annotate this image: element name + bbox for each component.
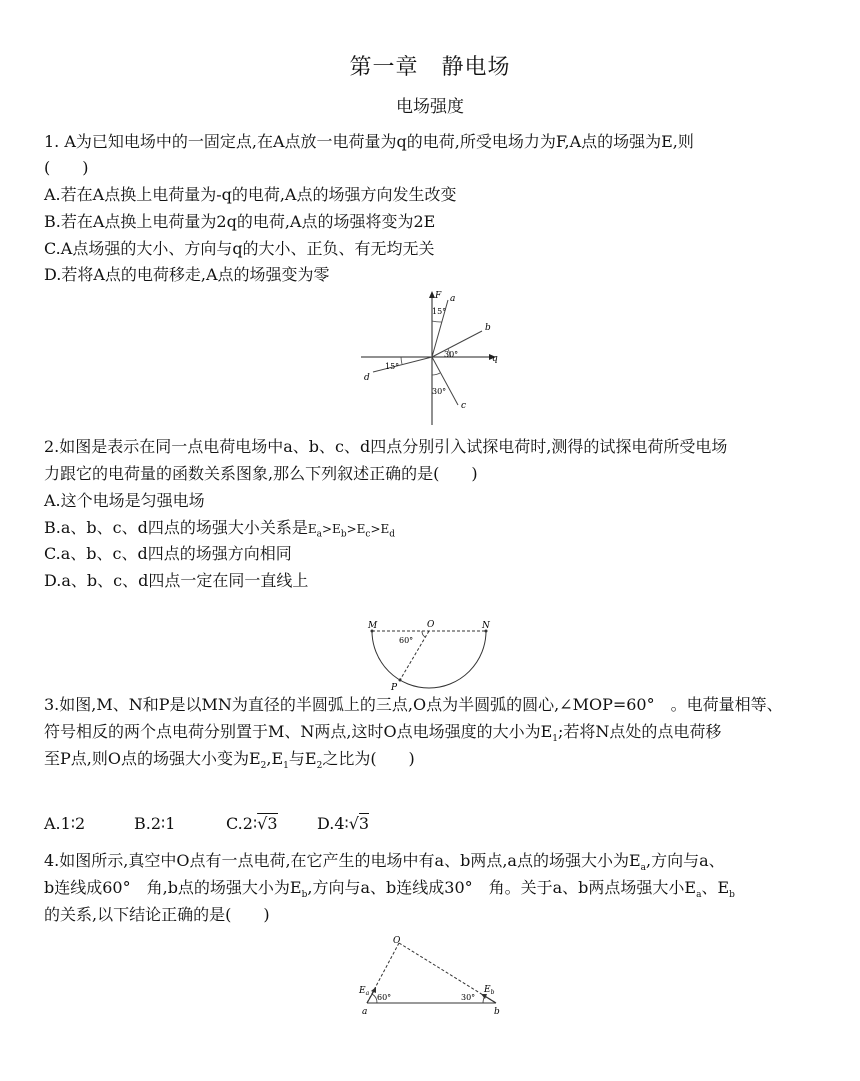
- q2-option-a: A.这个电场是匀强电场: [44, 491, 205, 510]
- q3-stem-line2: 符号相反的两个点电荷分别置于M、N两点,这时O点电场强度的大小为$E_1$;若将N点处的点电荷移: [44, 722, 722, 745]
- q1-option-b: B.若在A点换上电荷量为2q的电荷,A点的场强将变为2E: [44, 212, 436, 231]
- q2-option-b-text: B.a、b、c、d四点的场强大小关系是: [44, 518, 308, 537]
- q1-option-a: A.若在A点换上电荷量为-q的电荷,A点的场强方向发生改变: [44, 185, 457, 204]
- line-d: [373, 357, 432, 372]
- chapter-title: 第一章 静电场: [349, 55, 511, 80]
- q3-option-d: D.4∶√3: [317, 814, 370, 833]
- line-c: [432, 357, 458, 405]
- q1-option-c: C.A点场强的大小、方向与q的大小、正负、有无均无关: [44, 239, 435, 258]
- q2-option-b-formula: $E_a>E_b>E_c>E_d$: [307, 522, 396, 540]
- figure-triangle-oab: [355, 933, 505, 1017]
- label-d: d: [364, 373, 370, 383]
- angle-a: 60°: [377, 993, 392, 1002]
- label-a: a: [450, 294, 456, 304]
- angle-d: 15°: [385, 362, 400, 371]
- label-F: F: [435, 291, 442, 301]
- label-P: P: [391, 683, 398, 693]
- label-M: M: [368, 621, 378, 631]
- label-Eb: $E_b$: [484, 985, 495, 996]
- q4-stem-line3: 的关系,以下结论正确的是( ): [44, 905, 270, 924]
- q3-option-b: B.2∶1: [134, 814, 176, 833]
- label-b: b: [494, 1007, 500, 1017]
- figure-force-charge-graph: [355, 287, 505, 429]
- q3-option-a: A.1∶2: [44, 814, 86, 833]
- angle-mop: 60°: [399, 636, 414, 645]
- q2-stem-line1: 2.如图是表示在同一点电荷电场中a、b、c、d四点分别引入试探电荷时,测得的试探电荷所受电场: [44, 437, 728, 456]
- label-O: O: [427, 620, 435, 630]
- angle-b: 30°: [444, 350, 459, 359]
- label-N: N: [482, 621, 490, 631]
- label-b: b: [485, 323, 491, 333]
- q1-stem-line2: ( ): [44, 158, 89, 177]
- q1-stem-line1: 1. A为已知电场中的一固定点,在A点放一电荷量为q的电荷,所受电场力为F,A点的场强为E,则: [44, 132, 694, 151]
- q3-option-c: C.2∶√3: [226, 814, 278, 833]
- q2-stem-line2: 力跟它的电荷量的函数关系图象,那么下列叙述正确的是( ): [44, 464, 478, 483]
- label-q: q: [492, 354, 498, 364]
- label-a: a: [362, 1007, 368, 1017]
- q1-option-d: D.若将A点的电荷移走,A点的场强变为零: [44, 265, 330, 284]
- q3-stem-line1: 3.如图,M、N和P是以MN为直径的半圆弧上的三点,O点为半圆弧的圆心,∠MOP=60° 。电荷量相等、: [44, 695, 783, 714]
- q2-option-c: C.a、b、c、d四点的场强方向相同: [44, 544, 292, 563]
- angle-b: 30°: [461, 993, 476, 1002]
- q4-stem-line2: b连线成60° 角,b点的场强大小为$E_b$,方向与a、b连线成30° 角。关于a、b两点场强大小$E_a$、$E_b$: [44, 878, 735, 901]
- label-O: O: [393, 936, 401, 946]
- angle-c: 30°: [432, 387, 447, 396]
- q4-stem-line1: 4.如图所示,真空中O点有一点电荷,在它产生的电场中有a、b两点,a点的场强大小为$E_a$,方向与a、: [44, 851, 725, 874]
- section-title: 电场强度: [396, 97, 464, 117]
- figure-semicircle: [362, 617, 498, 693]
- q2-option-d: D.a、b、c、d四点一定在同一直线上: [44, 571, 309, 590]
- label-Ea: $E_a$: [359, 986, 370, 997]
- q3-stem-line3: 至P点,则O点的场强大小变为$E_2,E_1$与$E_2$之比为( ): [44, 749, 415, 772]
- label-c: c: [461, 401, 467, 411]
- q2-option-b: [44, 518, 395, 544]
- semicircle-arc: [372, 631, 486, 688]
- angle-a: 15°: [432, 307, 447, 316]
